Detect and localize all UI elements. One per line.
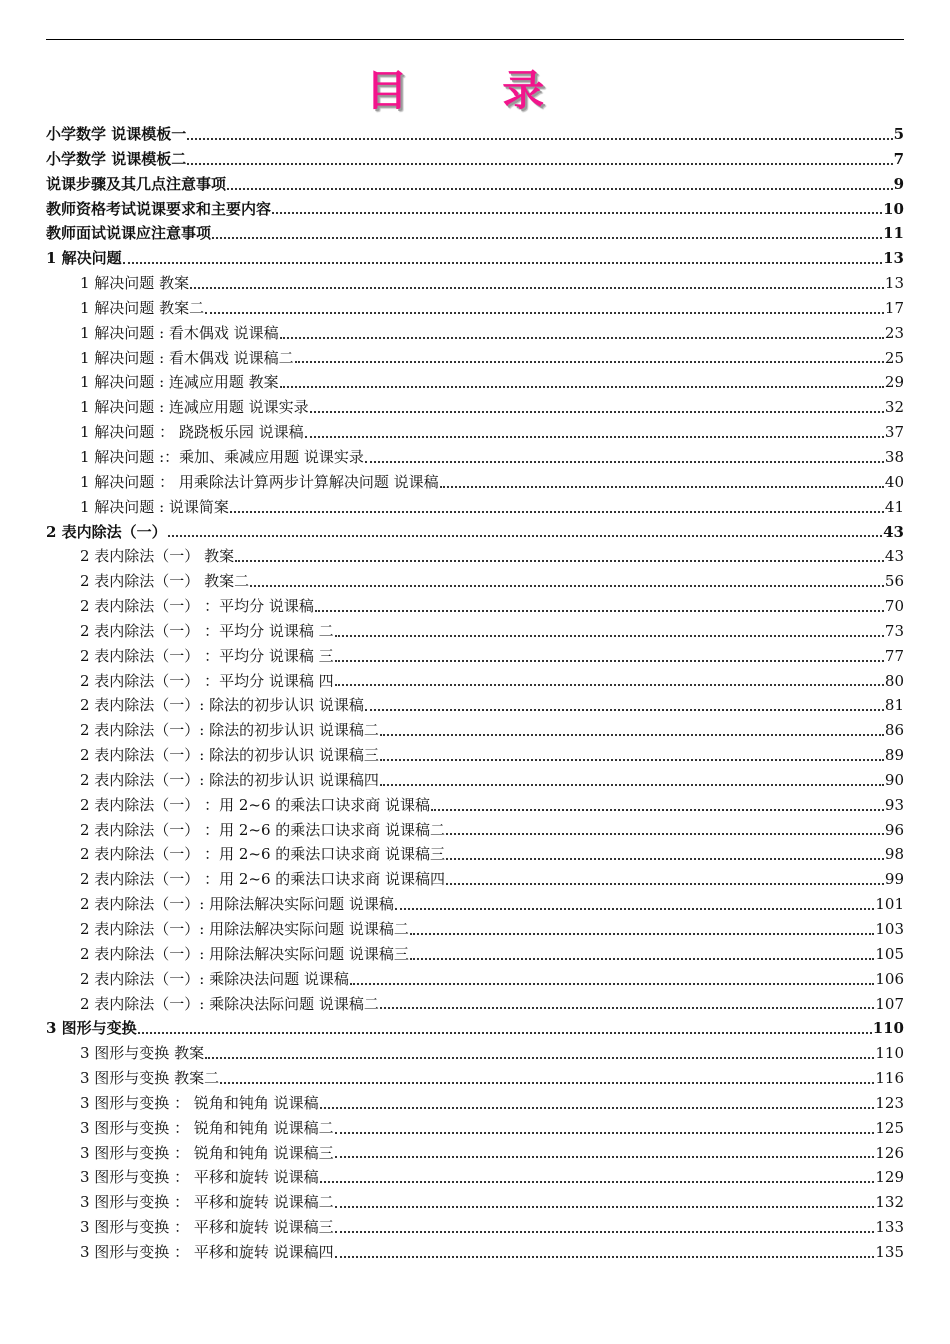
toc-entry-page-number: 116	[875, 1069, 904, 1088]
toc-entry-section[interactable]	[46, 892, 904, 917]
toc-entry-page-number: 93	[884, 795, 904, 814]
toc-entry-section[interactable]	[46, 271, 904, 296]
toc-entry-text: 1 解决问题 教案	[80, 274, 190, 293]
toc-entry-page-number: 103	[875, 920, 904, 938]
toc-entry-text: 2 表内除法（一）: 乘除决法问题 说课稿	[80, 969, 349, 988]
toc-entry-section[interactable]	[46, 818, 904, 843]
dot-leader	[280, 336, 884, 339]
dot-leader	[190, 286, 884, 289]
dot-leader	[310, 410, 884, 413]
toc-entry-page-number: 38	[884, 447, 904, 466]
toc-entry-section[interactable]	[46, 594, 904, 619]
toc-entry-text: 2 表内除法（一） 教案	[80, 547, 235, 566]
toc-entry-section[interactable]	[46, 1141, 904, 1166]
toc-entry-section[interactable]	[46, 1066, 904, 1091]
dot-leader	[335, 1131, 875, 1134]
toc-entry-page-number: 32	[884, 398, 904, 417]
toc-entry-section[interactable]	[46, 793, 904, 818]
dot-leader	[431, 808, 884, 811]
toc-entry-page-number: 70	[884, 597, 904, 616]
toc-entry-chapter[interactable]	[46, 172, 904, 197]
dot-leader	[205, 311, 884, 314]
dot-leader	[272, 211, 882, 214]
toc-entry-page-number: 132	[875, 1193, 904, 1212]
dot-leader	[220, 1081, 874, 1084]
toc-entry-chapter[interactable]	[46, 1016, 904, 1041]
dot-leader	[365, 460, 884, 463]
toc-entry-page-number: 9	[893, 174, 904, 193]
toc-entry-text: 3 图形与变换	[46, 1019, 137, 1038]
toc-entry-text: 教师资格考试说课要求和主要内容	[46, 199, 272, 218]
toc-entry-text: 2 表内除法（一） ：用 2~6 的乘法口诀求商 说课稿	[80, 795, 431, 814]
toc-entry-text: 3 图形与变换 ： 平移和旋转 说课稿四	[80, 1242, 334, 1261]
dot-leader	[335, 634, 884, 637]
toc-entry-section[interactable]	[46, 1215, 904, 1240]
toc-entry-text: 2 表内除法（一）: 除法的初步认识 说课稿三	[80, 746, 379, 765]
dot-leader	[350, 982, 874, 985]
dot-leader	[295, 360, 884, 363]
toc-entry-text: 2 表内除法（一） ：用 2~6 的乘法口诀求商 说课稿二	[80, 820, 446, 839]
header-rule	[46, 39, 904, 40]
toc-entry-text: 2 表内除法（一） ：平均分 说课稿 三	[80, 646, 334, 665]
toc-entry-text: 1 解决问题 : 连减应用题 说课实录	[80, 398, 309, 417]
dot-leader	[395, 907, 874, 910]
toc-entry-section[interactable]	[46, 1091, 904, 1116]
toc-entry-section[interactable]	[46, 495, 904, 520]
toc-entry-text: 小学数学 说课模板二	[46, 149, 187, 168]
toc-entry-text: 1 解决问题 :：乘加、乘减应用题 说课实录	[80, 447, 364, 466]
toc-entry-page-number: 29	[884, 373, 904, 392]
dot-leader	[440, 485, 884, 488]
toc-entry-text: 2 表内除法（一）: 用除法解决实际问题 说课稿三	[80, 944, 409, 963]
toc-entry-section[interactable]	[46, 370, 904, 395]
dot-leader	[380, 758, 884, 761]
toc-entry-page-number: 23	[884, 323, 904, 342]
dot-leader	[168, 534, 882, 537]
toc-entry-section[interactable]	[46, 942, 904, 967]
toc-entry-text: 2 表内除法（一） ：平均分 说课稿 二	[80, 621, 334, 640]
dot-leader	[380, 1006, 874, 1009]
dot-leader	[123, 261, 882, 264]
dot-leader	[280, 385, 884, 388]
toc-entry-page-number: 56	[884, 572, 904, 591]
toc-entry-page-number: 13	[884, 274, 904, 293]
toc-entry-text: 1 解决问题 教案二	[80, 298, 205, 317]
dot-leader	[227, 187, 893, 190]
toc-entry-text: 2 表内除法（一）	[46, 522, 167, 541]
toc-entry-section[interactable]	[46, 842, 904, 867]
dot-leader	[335, 1255, 875, 1258]
toc-entry-text: 3 图形与变换 ： 平移和旋转 说课稿二	[80, 1193, 334, 1212]
toc-entry-section[interactable]	[46, 718, 904, 743]
toc-entry-page-number: 105	[875, 944, 904, 963]
toc-entry-section[interactable]	[46, 1190, 904, 1215]
toc-entry-section[interactable]	[46, 1116, 904, 1141]
toc-entry-text: 3 图形与变换 ： 锐角和钝角 说课稿	[80, 1093, 319, 1112]
dot-leader	[335, 659, 884, 662]
dot-leader	[446, 832, 884, 835]
toc-entry-section[interactable]	[46, 470, 904, 495]
toc-entry-chapter[interactable]	[46, 520, 904, 545]
dot-leader	[212, 236, 882, 239]
toc-entry-page-number: 73	[884, 621, 904, 640]
toc-entry-page-number: 133	[875, 1218, 904, 1237]
toc-title: 目 录	[365, 66, 585, 115]
table-of-contents	[46, 122, 904, 1265]
toc-entry-text: 1 解决问题 : 看木偶戏 说课稿	[80, 323, 279, 342]
toc-entry-page-number: 43	[884, 547, 904, 566]
dot-leader	[335, 1230, 875, 1233]
toc-entry-page-number: 125	[875, 1118, 904, 1137]
toc-entry-text: 1 解决问题 : 看木偶戏 说课稿二	[80, 348, 294, 367]
toc-entry-page-number: 43	[883, 522, 904, 541]
toc-entry-page-number: 89	[884, 746, 904, 765]
toc-entry-section[interactable]	[46, 346, 904, 371]
toc-entry-chapter[interactable]	[46, 122, 904, 147]
dot-leader	[335, 683, 884, 686]
toc-entry-text: 2 表内除法（一） 教案二	[80, 572, 250, 591]
dot-leader	[138, 1031, 872, 1034]
toc-entry-section[interactable]	[46, 1165, 904, 1190]
toc-entry-page-number: 135	[875, 1242, 904, 1261]
toc-entry-text: 1 解决问题 ： 跷跷板乐园 说课稿	[80, 423, 304, 442]
dot-leader	[315, 609, 884, 612]
dot-leader	[320, 1180, 875, 1183]
toc-entry-page-number: 80	[884, 671, 904, 690]
toc-entry-page-number: 11	[883, 224, 904, 243]
dot-leader	[446, 882, 884, 885]
toc-entry-page-number: 13	[883, 249, 904, 268]
toc-entry-text: 2 表内除法（一） ：平均分 说课稿	[80, 597, 314, 616]
toc-entry-page-number: 98	[884, 845, 904, 864]
toc-entry-text: 2 表内除法（一）: 除法的初步认识 说课稿四	[80, 770, 379, 789]
toc-entry-section[interactable]	[46, 296, 904, 321]
toc-entry-text: 3 图形与变换 ： 平移和旋转 说课稿	[80, 1168, 319, 1187]
toc-entry-page-number: 81	[884, 696, 904, 715]
toc-entry-section[interactable]	[46, 619, 904, 644]
toc-entry-page-number: 90	[884, 770, 904, 789]
toc-entry-section[interactable]	[46, 967, 904, 992]
dot-leader	[235, 559, 884, 562]
dot-leader	[335, 1155, 875, 1158]
toc-entry-section[interactable]	[46, 992, 904, 1017]
toc-entry-text: 2 表内除法（一） ：平均分 说课稿 四	[80, 671, 334, 690]
toc-entry-section[interactable]	[46, 644, 904, 669]
toc-entry-text: 3 图形与变换 教案二	[80, 1069, 220, 1088]
dot-leader	[187, 162, 892, 165]
toc-entry-page-number: 106	[875, 969, 904, 988]
toc-entry-section[interactable]	[46, 1041, 904, 1066]
toc-entry-page-number: 96	[884, 820, 904, 839]
toc-entry-text: 1 解决问题	[46, 249, 122, 268]
toc-entry-section[interactable]	[46, 1240, 904, 1265]
dot-leader	[410, 957, 874, 960]
toc-entry-text: 小学数学 说课模板一	[46, 125, 187, 143]
dot-leader	[205, 1056, 874, 1059]
toc-entry-page-number: 37	[884, 423, 904, 442]
toc-entry-section[interactable]	[46, 321, 904, 346]
dot-leader	[305, 435, 884, 438]
toc-entry-text: 3 图形与变换 ： 锐角和钝角 说课稿二	[80, 1118, 334, 1137]
toc-entry-text: 1 解决问题 ： 用乘除法计算两步计算解决问题 说课稿	[80, 472, 439, 491]
toc-entry-text: 3 图形与变换 ： 锐角和钝角 说课稿三	[80, 1143, 334, 1162]
toc-entry-text: 3 图形与变换 ： 平移和旋转 说课稿三	[80, 1218, 334, 1237]
dot-leader	[187, 137, 892, 140]
toc-entry-page-number: 17	[884, 298, 904, 317]
toc-entry-section[interactable]	[46, 768, 904, 793]
toc-entry-page-number: 25	[884, 348, 904, 367]
dot-leader	[410, 932, 874, 935]
dot-leader	[365, 708, 884, 711]
toc-entry-section[interactable]	[46, 445, 904, 470]
dot-leader	[230, 510, 884, 513]
toc-entry-text: 3 图形与变换 教案	[80, 1044, 205, 1063]
dot-leader	[335, 1205, 875, 1208]
toc-entry-section[interactable]	[46, 867, 904, 892]
toc-entry-text: 教师面试说课应注意事项	[46, 224, 212, 243]
toc-entry-page-number: 123	[875, 1093, 904, 1112]
toc-entry-text: 说课步骤及其几点注意事项	[46, 174, 227, 193]
dot-leader	[320, 1106, 875, 1109]
toc-entry-text: 2 表内除法（一） ：用 2~6 的乘法口诀求商 说课稿三	[80, 845, 446, 864]
toc-entry-page-number: 126	[875, 1143, 904, 1162]
dot-leader	[380, 733, 884, 736]
toc-entry-text: 2 表内除法（一）: 用除法解决实际问题 说课稿二	[80, 920, 409, 938]
toc-entry-page-number: 41	[884, 497, 904, 516]
toc-entry-page-number: 5	[893, 125, 904, 143]
toc-entry-section[interactable]	[46, 743, 904, 768]
toc-entry-text: 2 表内除法（一）: 除法的初步认识 说课稿	[80, 696, 364, 715]
toc-entry-page-number: 99	[884, 870, 904, 889]
toc-entry-chapter[interactable]	[46, 221, 904, 246]
toc-entry-text: 2 表内除法（一）: 除法的初步认识 说课稿二	[80, 721, 379, 740]
toc-entry-section[interactable]	[46, 693, 904, 718]
toc-entry-text: 2 表内除法（一） ：用 2~6 的乘法口诀求商 说课稿四	[80, 870, 446, 889]
toc-entry-section[interactable]	[46, 395, 904, 420]
toc-entry-chapter[interactable]	[46, 246, 904, 271]
toc-entry-section[interactable]	[46, 420, 904, 445]
toc-entry-page-number: 77	[884, 646, 904, 665]
toc-entry-page-number: 129	[875, 1168, 904, 1187]
toc-entry-page-number: 110	[875, 1044, 904, 1063]
toc-entry-section[interactable]	[46, 669, 904, 694]
toc-entry-page-number: 101	[875, 895, 904, 914]
dot-leader	[380, 783, 884, 786]
toc-entry-text: 2 表内除法（一）: 乘除决法际问题 说课稿二	[80, 994, 379, 1013]
dot-leader	[446, 857, 884, 860]
toc-entry-section[interactable]	[46, 569, 904, 594]
toc-entry-page-number: 86	[884, 721, 904, 740]
dot-leader	[250, 584, 884, 587]
toc-entry-text: 1 解决问题 : 说课简案	[80, 497, 229, 516]
toc-entry-chapter[interactable]	[46, 147, 904, 172]
toc-entry-section[interactable]	[46, 917, 904, 942]
toc-entry-text: 2 表内除法（一）: 用除法解决实际问题 说课稿	[80, 895, 394, 914]
toc-entry-page-number: 7	[893, 149, 904, 168]
toc-entry-text: 1 解决问题 : 连减应用题 教案	[80, 373, 279, 392]
toc-entry-page-number: 107	[875, 994, 904, 1013]
toc-entry-chapter[interactable]	[46, 197, 904, 222]
toc-entry-page-number: 10	[883, 199, 904, 218]
toc-entry-page-number: 110	[872, 1019, 904, 1038]
toc-entry-section[interactable]	[46, 544, 904, 569]
toc-entry-page-number: 40	[884, 472, 904, 491]
